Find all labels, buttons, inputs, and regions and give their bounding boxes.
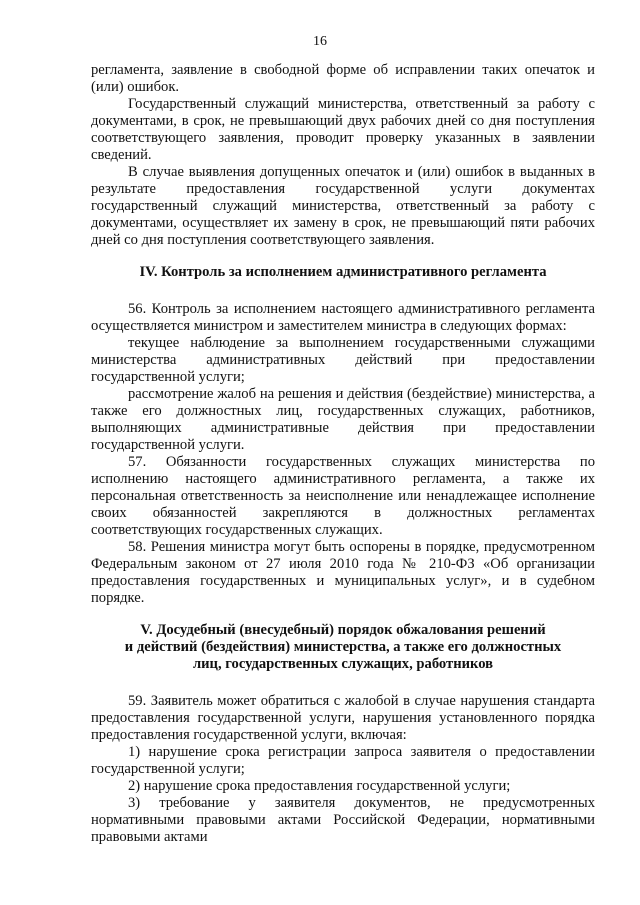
section-heading-v-line-2: и действий (бездействия) министерства, а также его должностных [124,639,562,655]
paragraph: Государственный служащий министерства, ответственный за работу с документами, в срок, не превышающий двух рабочих дней со дня поступления соответствующего заявления, проводит проверку указанных в заявлении сведений. [91,96,595,163]
paragraph: рассмотрение жалоб на решения и действия (бездействие) министерства, а также его должностных лиц, государственных служащих, работников, выполняющих административные действия при предоставлении государственной услуги. [91,386,595,453]
section-heading-v-line-3: лиц, государственных служащих, работников [192,656,494,672]
list-item: 1) нарушение срока регистрации запроса заявителя о предоставлении государственной услуги; [91,744,595,777]
paragraph-57: 57. Обязанности государственных служащих министерства по исполнению настоящего административного регламента, а также их персональная ответственность за неисполнение или ненадлежащее исполнение своих обязанностей закрепляются в должностных регламентах соответствующих государственных служащих. [91,454,595,538]
paragraph: текущее наблюдение за выполнением государственными служащими министерства административных действий при предоставлении государственной услуги; [91,335,595,385]
page-number: 16 [313,34,327,49]
section-heading-iv: IV. Контроль за исполнением административного регламента [139,264,547,280]
paragraph-56: 56. Контроль за исполнением настоящего административного регламента осуществляется министром и заместителем министра в следующих формах: [91,301,595,334]
paragraph-58: 58. Решения министра могут быть оспорены в порядке, предусмотренном Федеральным законом от 27 июля 2010 года № 210-ФЗ «Об организации предоставления государственных и муниципальных услуг», и в судебном порядке. [91,539,595,606]
paragraph: В случае выявления допущенных опечаток и (или) ошибок в выданных в результате предоставления государственной услуги документах государственный служащий министерства, ответственный за работу с документами, осуществляет их замену в срок, не превышающий пяти рабочих дней со дня поступления соответствующего заявления. [91,164,595,248]
document-body [91,62,595,846]
paragraph-continuation: регламента, заявление в свободной форме об исправлении таких опечаток и (или) ошибок. [91,62,595,95]
list-item: 2) нарушение срока предоставления государственной услуги; [128,778,511,794]
paragraph-59: 59. Заявитель может обратиться с жалобой в случае нарушения стандарта предоставления государственной услуги, нарушения установленного порядка предоставления государственной услуги, включая: [91,693,595,743]
list-item: 3) требование у заявителя документов, не предусмотренных нормативными правовыми актами Российской Федерации, нормативными правовыми актами [91,795,595,845]
section-heading-v-line-1: V. Досудебный (внесудебный) порядок обжалования решений [140,622,546,638]
